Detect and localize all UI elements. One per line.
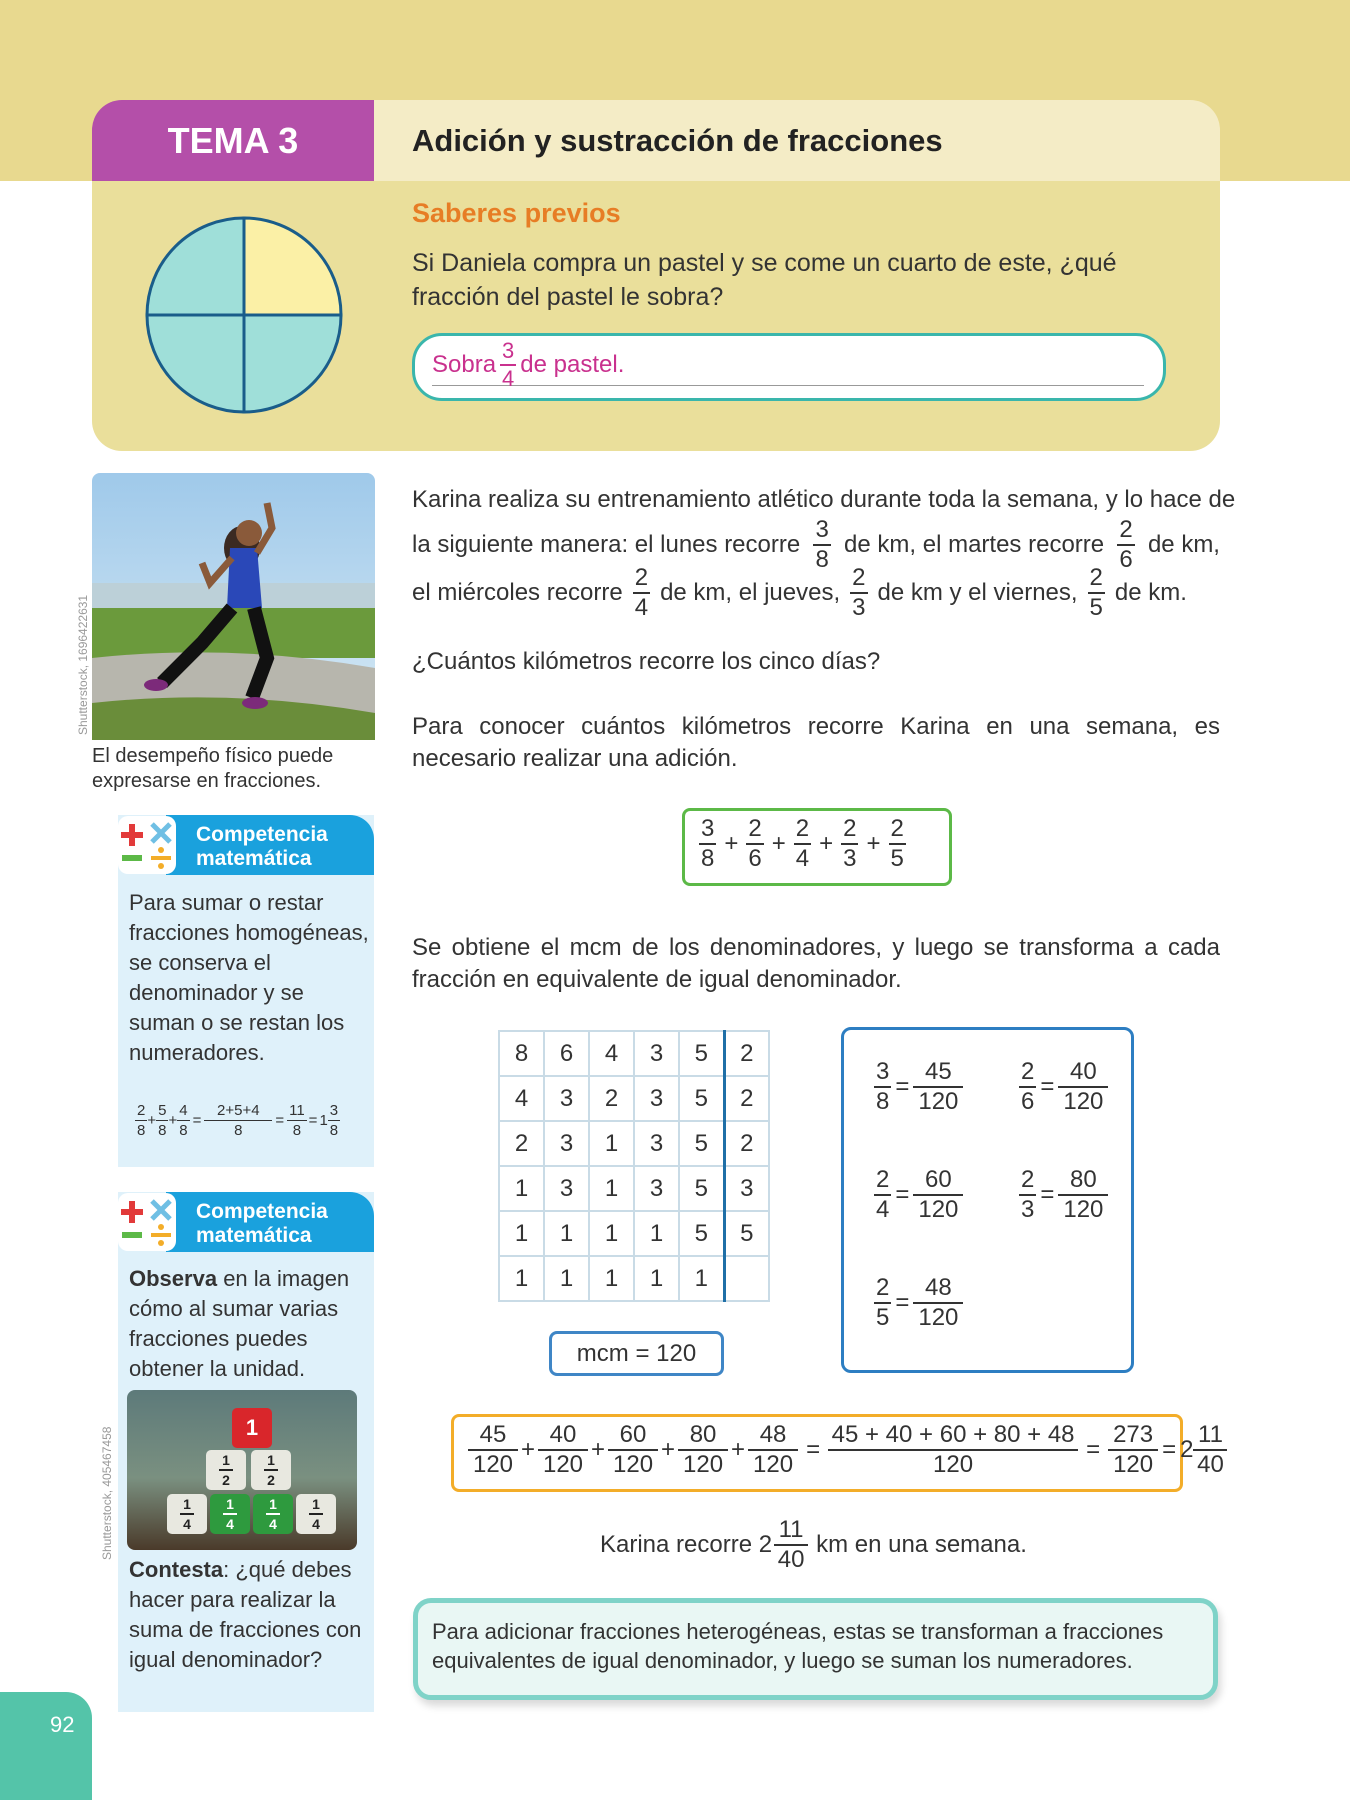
- mcm-cell: 5: [679, 1211, 724, 1256]
- die-quarter: 1 4: [253, 1494, 293, 1534]
- mcm-cell: 1: [499, 1211, 544, 1256]
- answer-num: 3: [502, 338, 515, 363]
- die-quarter: 1 4: [167, 1494, 207, 1534]
- runner-photo: [92, 473, 375, 740]
- problem-intro: Para conocer cuántos kilómetros recorre Karina en una semana, es necesario realizar una adición.: [412, 713, 1220, 772]
- mcm-factor-cell: 2: [724, 1076, 769, 1121]
- answer-suffix: de pastel.: [520, 351, 625, 378]
- mcm-cell: 3: [544, 1166, 589, 1211]
- competencia-subtitle: matemática: [196, 1224, 312, 1247]
- math-operations-icon: [114, 812, 180, 878]
- page-number: 92: [0, 1692, 92, 1800]
- mcm-row: [499, 1076, 769, 1121]
- fraction-wednesday: $\frac{2}{4}$: [634, 564, 649, 621]
- page-title: Adición y sustracción de fracciones: [374, 100, 1220, 181]
- mcm-row: [499, 1121, 769, 1166]
- mcm-cell: 3: [544, 1076, 589, 1121]
- die-quarter: 1 4: [210, 1494, 250, 1534]
- mcm-cell: 1: [589, 1166, 634, 1211]
- homogeneous-example: $\frac{2}{8}$ + $\frac{5}{8}$ + $\frac{4}{8}$ = $\frac{2+5+4}{8}$ = $\frac{11}{8}$ = 1 $\frac{3}{8}$: [137, 1102, 339, 1139]
- mcm-cell: 3: [634, 1031, 679, 1076]
- mcm-cell: 1: [679, 1256, 724, 1301]
- problem-line-3: [412, 566, 1187, 620]
- contesta-label: Contesta: [129, 1557, 224, 1582]
- fraction-monday: $\frac{3}{8}$: [815, 516, 829, 573]
- answer-text: [432, 340, 624, 390]
- mcm-row: [499, 1256, 769, 1301]
- step2-text: Se obtiene el mcm de los denominadores, y luego se transforma a cada fracción en equivalente de igual denominador.: [412, 934, 1220, 993]
- eaten-quarter: [244, 218, 341, 315]
- mcm-cell: 2: [499, 1121, 544, 1166]
- mcm-cell: 1: [499, 1166, 544, 1211]
- addition-expression: $\frac{3}{8}$ + $\frac{2}{6}$ + $\frac{2}{4}$ + $\frac{2}{3}$ + $\frac{2}{5}$: [701, 815, 904, 872]
- die-half: 1 2: [251, 1450, 291, 1490]
- fraction-friday: $\frac{2}{5}$: [1089, 564, 1103, 621]
- problem-text: el miércoles recorre: [412, 579, 623, 606]
- equivalent-2-5: $\frac{2}{5}$ = $\frac{48}{120}$: [874, 1276, 963, 1330]
- result-prefix: Karina recorre 2: [600, 1531, 773, 1558]
- problem-text: de km.: [1114, 579, 1187, 606]
- observa-body: en la imagen cómo al sumar varias fracciones puedes obtener la unidad.: [129, 1266, 350, 1381]
- mcm-cell: 8: [499, 1031, 544, 1076]
- answer-den: 4: [502, 366, 515, 391]
- mcm-cell: 1: [589, 1121, 634, 1166]
- equivalent-2-6: $\frac{2}{6}$ = $\frac{40}{120}$: [1019, 1060, 1108, 1114]
- mcm-factor-cell: 5: [724, 1211, 769, 1256]
- competencia-header-2: [166, 1192, 374, 1252]
- mcm-row: [499, 1166, 769, 1211]
- remaining-quarter: [147, 315, 244, 412]
- remaining-quarter: [147, 218, 244, 315]
- photo-credit: Shutterstock, 1696422631: [76, 594, 90, 735]
- die-unit: 1: [232, 1408, 272, 1448]
- tema-label: TEMA 3: [92, 100, 374, 181]
- sum-expression: $\frac{45}{120}$ + $\frac{40}{120}$ + $\frac{60}{120}$ + $\frac{80}{120}$ + $\frac{48}{120}$ = $\frac{45 + 40 + 60 + 80 + 48}{120}$ = $\frac{273}{120}$ = 2 $\frac{11}{40}$: [468, 1423, 1227, 1477]
- mcm-row: [499, 1211, 769, 1256]
- mcm-cell: 5: [679, 1166, 724, 1211]
- problem-text: de km, el martes recorre: [844, 531, 1105, 558]
- die-quarter: 1 4: [296, 1494, 336, 1534]
- competencia-text-1: Para sumar o restar fracciones homogéneas, se conserva el denominador y se suman o se restan los numeradores.: [129, 890, 369, 1065]
- competencia-title: Competencia: [196, 1200, 328, 1223]
- dice-photo-credit: Shutterstock, 405467458: [100, 1426, 114, 1560]
- mcm-cell: 3: [634, 1121, 679, 1166]
- sum-box: [451, 1414, 1224, 1492]
- observa-label: Observa: [129, 1266, 218, 1291]
- math-operations-icon: [114, 1189, 180, 1255]
- mcm-cell: 1: [499, 1256, 544, 1301]
- problem-question: ¿Cuántos kilómetros recorre los cinco días?: [412, 648, 881, 675]
- competencia-title: Competencia: [196, 823, 328, 846]
- problem-text: de km,: [1147, 531, 1220, 558]
- mcm-cell: 3: [544, 1121, 589, 1166]
- mcm-cell: 2: [589, 1076, 634, 1121]
- problem-text: de km y el viernes,: [877, 579, 1078, 606]
- mcm-cell: 5: [679, 1121, 724, 1166]
- cake-fraction-diagram: [144, 215, 344, 415]
- mcm-cell: 5: [679, 1076, 724, 1121]
- fraction-tuesday: $\frac{2}{6}$: [1119, 516, 1133, 573]
- contesta-body: : ¿qué debes hacer para realizar la suma de fracciones con igual denominador?: [129, 1557, 362, 1672]
- mcm-factor-cell: 3: [724, 1166, 769, 1211]
- mcm-factor-cell: 2: [724, 1121, 769, 1166]
- rule-note: Para adicionar fracciones heterogéneas, estas se transforman a fracciones equivalentes de igual denominador, y luego se suman los numeradores.: [413, 1598, 1218, 1700]
- result-suffix: km en una semana.: [816, 1531, 1027, 1558]
- mcm-cell: 4: [589, 1031, 634, 1076]
- problem-line-1: Karina realiza su entrenamiento atlético durante toda la semana, y lo hace de: [412, 486, 1236, 513]
- mcm-cell: 1: [634, 1256, 679, 1301]
- result-line: [600, 1518, 1027, 1572]
- mcm-factor-cell: 2: [724, 1031, 769, 1076]
- answer-fraction: [500, 340, 516, 390]
- mcm-cell: 1: [634, 1211, 679, 1256]
- competencia-subtitle: matemática: [196, 847, 312, 870]
- photo-caption: El desempeño físico puede expresarse en fracciones.: [92, 745, 334, 792]
- mcm-cell: 1: [544, 1211, 589, 1256]
- mcm-result: mcm = 120: [549, 1331, 724, 1376]
- result-fraction: $\frac{11}{40}$: [774, 1518, 808, 1572]
- mcm-cell: 5: [679, 1031, 724, 1076]
- saberes-question: Si Daniela compra un pastel y se come un cuarto de este, ¿qué fracción del pastel le sobra?: [412, 249, 1117, 311]
- problem-text: la siguiente manera: el lunes recorre: [412, 531, 801, 558]
- mcm-cell: 6: [544, 1031, 589, 1076]
- mcm-cell: 1: [589, 1211, 634, 1256]
- observa-text: [129, 1264, 369, 1384]
- mcm-cell: 4: [499, 1076, 544, 1121]
- fraction-dice-photo: [127, 1390, 357, 1550]
- remaining-quarter: [244, 315, 341, 412]
- problem-text: de km, el jueves,: [660, 579, 841, 606]
- contesta-text: [129, 1555, 369, 1675]
- mcm-cell: 3: [634, 1076, 679, 1121]
- fraction-thursday: $\frac{2}{3}$: [852, 564, 866, 621]
- saberes-heading: Saberes previos: [412, 198, 621, 228]
- equivalent-2-3: $\frac{2}{3}$ = $\frac{80}{120}$: [1019, 1168, 1108, 1222]
- competencia-header-1: [166, 815, 374, 875]
- mcm-table: [498, 1030, 770, 1302]
- equivalents-box: [841, 1027, 1134, 1373]
- die-half: 1 2: [206, 1450, 246, 1490]
- mcm-cell: 1: [589, 1256, 634, 1301]
- equivalent-3-8: $\frac{3}{8}$ = $\frac{45}{120}$: [874, 1060, 963, 1114]
- answer-prefix: Sobra: [432, 351, 497, 378]
- mcm-factor-cell: [724, 1256, 769, 1301]
- mcm-cell: 3: [634, 1166, 679, 1211]
- mcm-cell: 1: [544, 1256, 589, 1301]
- equivalent-2-4: $\frac{2}{4}$ = $\frac{60}{120}$: [874, 1168, 963, 1222]
- addition-box: [682, 808, 952, 886]
- mcm-row: [499, 1031, 769, 1076]
